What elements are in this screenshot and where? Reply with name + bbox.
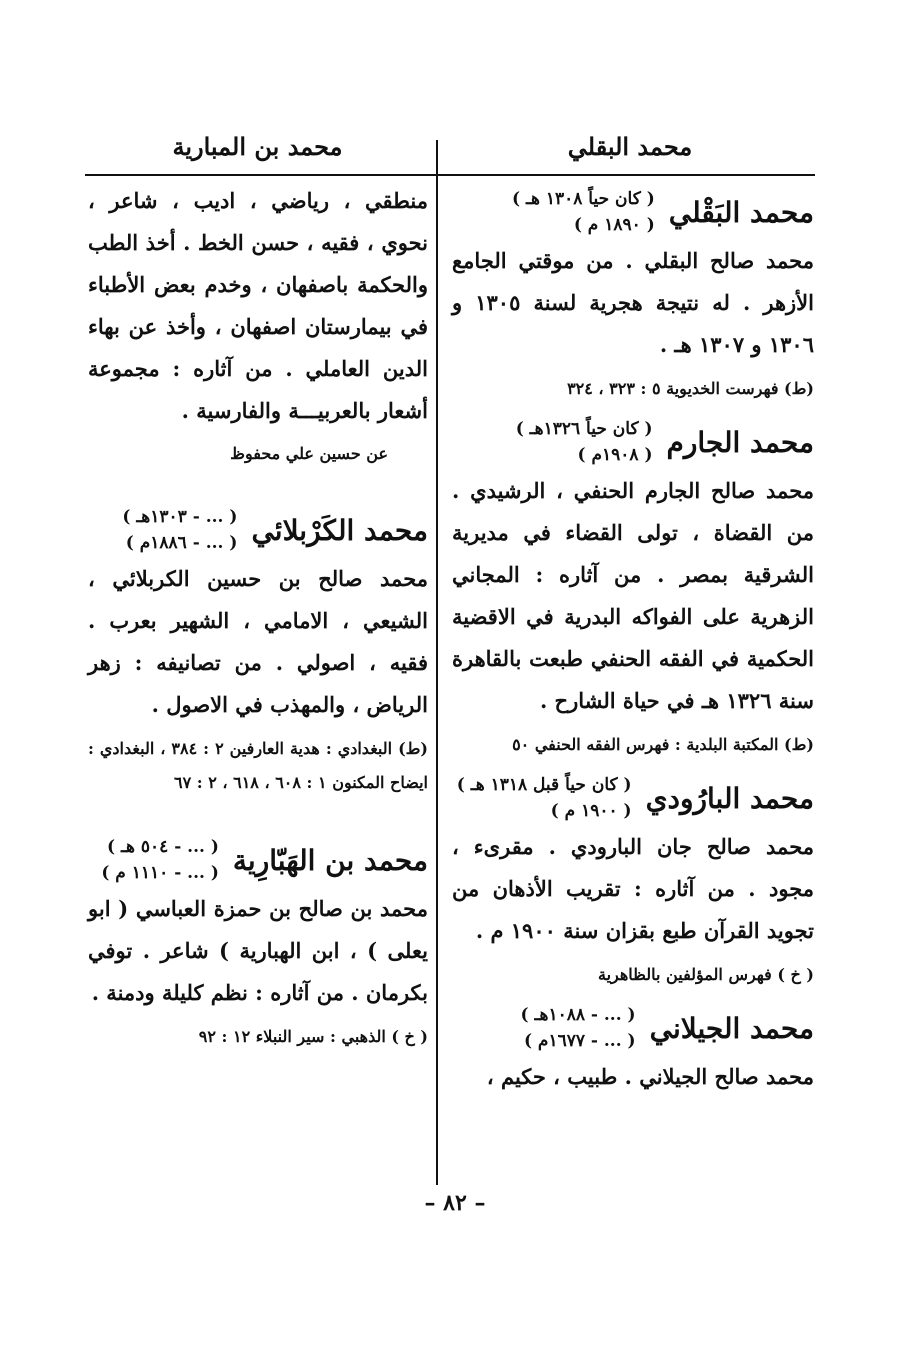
entry-name: محمد البارُودي [645,781,814,815]
entry-dates: ( كان حياً قبل ١٣١٨ هـ ) ( ١٩٠٠ م ) [456,775,632,821]
entry-barudi [452,772,814,992]
entry-jarim [452,416,814,762]
entry-name: محمد البَقْلي [668,195,814,229]
entry-name: محمد الجارم [666,425,814,459]
left-column [88,180,428,1064]
entry-continuation [88,180,428,474]
entry-habbariya [88,834,428,1054]
entry-dates: ( كان حياً ١٣٢٦هـ ) ( ١٩٠٨م ) [515,419,653,465]
entry-name: محمد بن الهَبّارِية [232,843,428,877]
running-header-left: محمد بن المبارية [172,132,343,161]
entry-dates: ( ... - ١٠٨٨هـ ) ( ... - ١٦٧٧م ) [520,1005,636,1051]
entry-body: محمد صالح جان البارودي . مقرىء ، مجود . من آثاره : تقريب الأذهان من تجويد القرآن طبع بقزان سنة ١٩٠٠ م . [452,834,814,943]
entry-source: ( خ ) فهرس المؤلفين بالظاهرية [597,965,814,984]
entry-dates: ( ... - ١٣٠٣هـ ) ( ... - ١٨٨٦م ) [122,507,238,553]
entry-name: محمد الجيلاني [649,1011,814,1045]
page-number: – ٨٢ – [424,1190,486,1216]
entry-karbalai [88,504,428,800]
entry-dates: ( ... - ٥٠٤ هـ ) ( ... - ١١١٠ م ) [101,837,219,883]
running-header-right: محمد البقلي [567,132,693,161]
entry-source: (ط) البغدادي : هدية العارفين ٢ : ٣٨٤ ، البغدادي : ايضاح المكنون ١ : ٦٠٨ ، ٦١٨ ، ٢ : ٦٧ [88,739,428,792]
entry-body: محمد صالح الجارم الحنفي ، الرشيدي . من القضاة ، تولى القضاء في مديرية الشرقية بمصر . من آثاره : المجاني الزهرية على الفواكه البدرية في الاقضية الحكمية في الفقه الحنفي طبعت بالقاهرة سنة ١٣٢٦ هـ في حياة الشارح . [452,478,814,713]
header-rule [85,174,815,176]
entry-jilani [452,1002,814,1098]
entry-source: (ط) فهرست الخديوية ٥ : ٣٢٣ ، ٣٢٤ [567,379,814,398]
entry-name: محمد الكَرْبلائي [251,513,428,547]
right-column [452,180,814,1098]
entry-author-credit: عن حسين علي محفوظ [230,444,388,463]
column-divider [436,140,438,1185]
entry-body: محمد بن صالح بن حمزة العباسي ( ابو يعلى ) ، ابن الهبارية ) شاعر . توفي بكرمان . من آثاره : نظم كليلة ودمنة . [88,896,428,1005]
entry-source: (ط) المكتبة البلدية : فهرس الفقه الحنفي ٥٠ [512,735,814,754]
entry-body: محمد صالح البقلي . من موقتي الجامع الأزهر . له نتيجة هجرية لسنة ١٣٠٥ و ١٣٠٦ و ١٣٠٧ هـ . [452,248,814,357]
entry-body: محمد صالح الجيلاني . طبيب ، حكيم ، [486,1064,814,1089]
entry-baqli [452,186,814,406]
entry-source: ( خ ) الذهبي : سير النبلاء ١٢ : ٩٢ [198,1027,428,1046]
entry-dates: ( كان حياً ١٣٠٨ هـ ) ( ١٨٩٠ م ) [512,189,655,235]
entry-body: منطقي ، رياضي ، اديب ، شاعر ، نحوي ، فقيه ، حسن الخط . أخذ الطب والحكمة باصفهان ، وخدم بعض الأطباء في بيمارستان اصفهان ، وأخذ عن بهاء الدين العاملي . من آثاره : مجموعة أشعار بالعربيـــة والفارسية . [88,188,428,423]
entry-body: محمد صالح بن حسين الكربلائي ، الشيعي ، الامامي ، الشهير بعرب . فقيه ، اصولي . من تصانيفه : زهر الرياض ، والمهذب في الاصول . [88,566,428,717]
